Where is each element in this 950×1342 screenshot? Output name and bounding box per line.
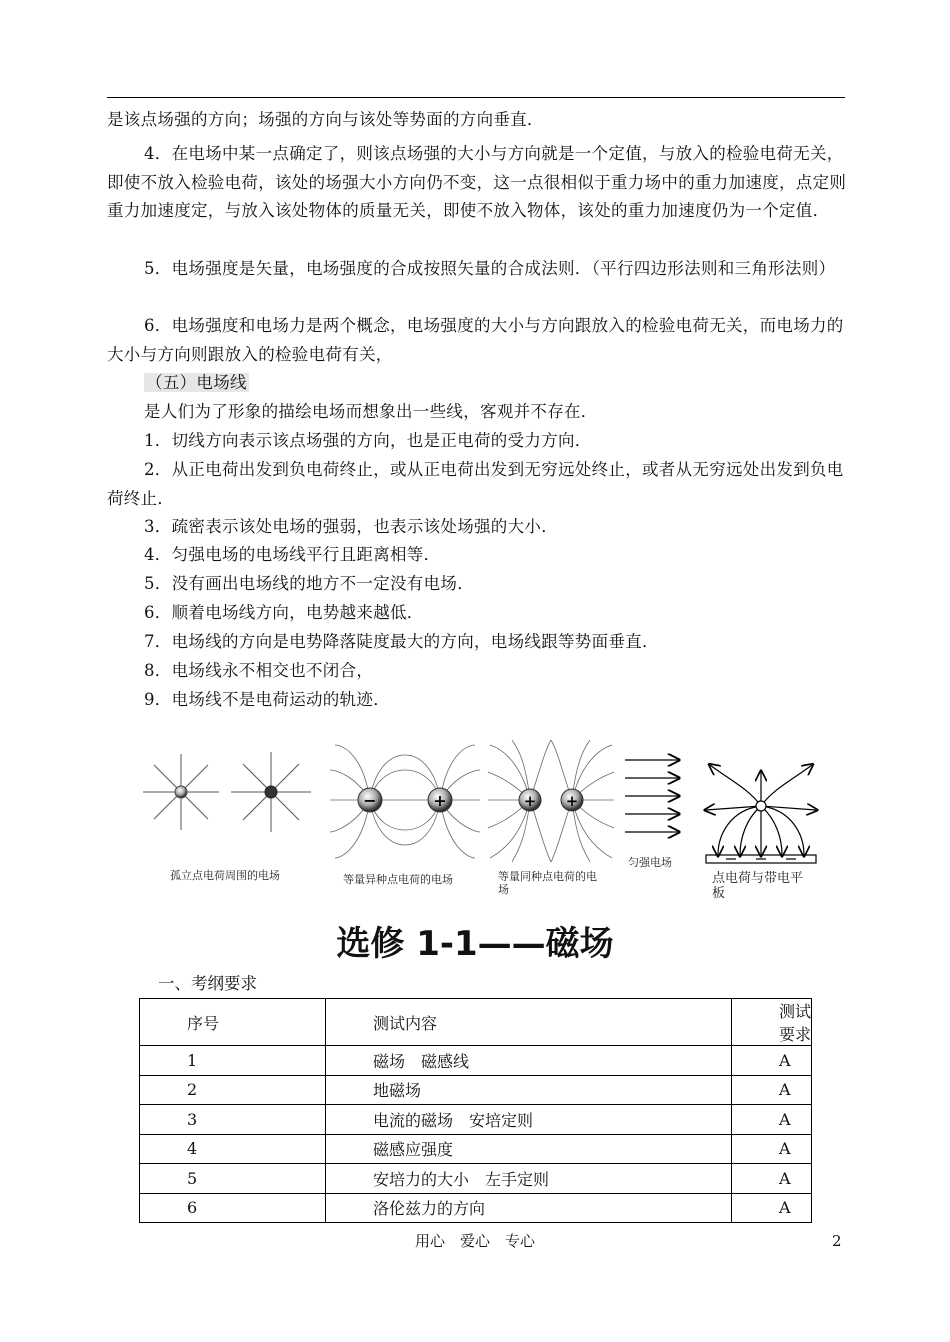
caption-same-charges: 等量同种点电荷的电场 [498, 870, 597, 896]
isolated-negative-charge-diagram [231, 752, 311, 832]
plus-sign: + [433, 791, 447, 810]
cell-content: 电流的磁场 安培定则 [326, 1105, 732, 1135]
header-requirement: 测试要求 [732, 999, 812, 1046]
cell-content: 洛伦兹力的方向 [326, 1193, 732, 1223]
caption-isolated-charge: 孤立点电荷周围的电场 [170, 869, 280, 882]
caption-point-charge-plate: 点电荷与带电平板 [712, 871, 804, 901]
header-index: 序号 [140, 999, 326, 1046]
table-row [140, 1164, 812, 1194]
table-row [140, 1134, 812, 1164]
cell-requirement: A [732, 1105, 812, 1135]
cell-index: 1 [140, 1046, 326, 1076]
page-number: 2 [832, 1232, 842, 1250]
field-line-intro: 是人们为了形象的描绘电场而想象出一些线，客观并不存在． [144, 402, 598, 421]
list-item-7: 7．电场线的方向是电势降落陡度最大的方向，电场线跟等势面垂直． [144, 632, 659, 651]
list-item-6: 6．顺着电场线方向，电势越来越低． [144, 603, 424, 622]
list-item-5: 5．没有画出电场线的地方不一定没有电场． [144, 574, 474, 593]
plus-sign-right: + [565, 792, 579, 810]
table-header-row [140, 999, 812, 1046]
list-item-4: 4．匀强电场的电场线平行且距离相等． [144, 545, 441, 564]
table-row [140, 1105, 812, 1135]
header-content: 测试内容 [326, 999, 732, 1046]
cell-content: 磁感应强度 [326, 1134, 732, 1164]
minus-sign: − [363, 791, 377, 810]
cell-content: 磁场 磁感线 [326, 1046, 732, 1076]
paragraph-6: 6．电场强度和电场力是两个概念，电场强度的大小与方向跟放入的检验电荷无关，而电场力的大小与方向则跟放入的检验电荷有关， [107, 316, 844, 364]
caption-uniform-field: 匀强电场 [628, 856, 672, 869]
cell-content: 安培力的大小 左手定则 [326, 1164, 732, 1194]
subheading: 一、考纲要求 [158, 974, 257, 993]
same-charges-diagram [488, 740, 614, 862]
cell-index: 5 [140, 1164, 326, 1194]
cell-requirement: A [732, 1046, 812, 1076]
header-rule [107, 97, 845, 98]
cell-index: 3 [140, 1105, 326, 1135]
cell-index: 6 [140, 1193, 326, 1223]
uniform-field-diagram [625, 760, 678, 832]
isolated-positive-charge-diagram [143, 754, 219, 830]
section-heading [144, 369, 249, 398]
cell-requirement: A [732, 1193, 812, 1223]
caption-opposite-charges: 等量异种点电荷的电场 [343, 873, 453, 886]
point-charge-plate-diagram [706, 765, 816, 863]
cell-requirement: A [732, 1134, 812, 1164]
requirements-table [139, 998, 812, 1223]
page-title: 选修 1-1——磁场 [336, 924, 614, 964]
opposite-charges-diagram [330, 745, 480, 858]
paragraph-5: 5．电场强度是矢量，电场强度的合成按照矢量的合成法则．（平行四边形法则和三角形法则） [144, 259, 836, 278]
electric-field-lines-figure [140, 740, 830, 880]
list-item-2: 2．从正电荷出发到负电荷终止，或从正电荷出发到无穷远处终止，或者从无穷远处出发到负电荷终止． [107, 460, 844, 508]
page-footer: 用心 爱心 专心 [414, 1232, 535, 1250]
paragraph-continued: 是该点场强的方向；场强的方向与该处等势面的方向垂直． [107, 110, 544, 129]
table-row [140, 1046, 812, 1076]
table-row [140, 1075, 812, 1105]
cell-requirement: A [732, 1075, 812, 1105]
list-item-9: 9．电场线不是电荷运动的轨迹． [144, 690, 390, 709]
table-row [140, 1193, 812, 1223]
list-item-3: 3．疏密表示该处电场的强弱，也表示该处场强的大小． [144, 517, 558, 536]
cell-requirement: A [732, 1164, 812, 1194]
cell-index: 4 [140, 1134, 326, 1164]
paragraph-4: 4．在电场中某一点确定了，则该点场强的大小与方向就是一个定值，与放入的检验电荷无关，即使不放入检验电荷，该处的场强大小方向仍不变，这一点很相似于重力场中的重力加速度，点定则重力加速度定，与放入该处物体的质量无关，即使不放入物体，该处的重力加速度仍为一个定值． [107, 144, 847, 220]
list-item-1: 1．切线方向表示该点场强的方向，也是正电荷的受力方向． [144, 431, 592, 450]
plus-sign-left: + [523, 792, 537, 810]
cell-content: 地磁场 [326, 1075, 732, 1105]
section-heading-text: （五）电场线 [146, 373, 247, 392]
list-item-8: 8．电场线永不相交也不闭合， [144, 661, 374, 680]
cell-index: 2 [140, 1075, 326, 1105]
